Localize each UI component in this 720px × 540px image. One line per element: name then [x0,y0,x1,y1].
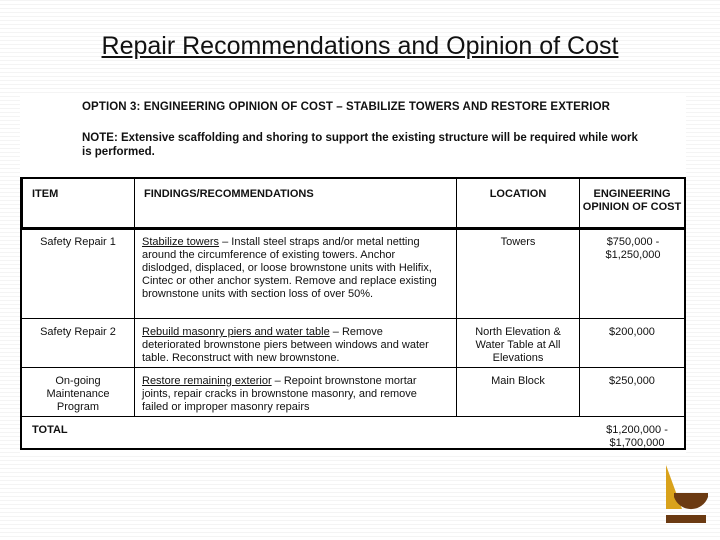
row3-item: On-going Maintenance Program [46,375,110,413]
row3-location: Main Block [491,375,545,387]
row1-findings: Stabilize towers – Install steel straps and/or metal netting around the circumference of existing towers. Anchor dislodged, displaced, or loose brownstone units with Helifix, Cintec or other anchor system. Remove and replace existing brownstone units with section loss of over 50%. [142,236,437,300]
row2-cost: $200,000 [609,326,655,338]
header-item: ITEM [32,188,59,200]
row1-cost: $750,000 - $1,250,000 [605,236,661,261]
row3-findings: Restore remaining exterior – Repoint brownstone mortar joints, repair cracks in brownstone masonry, and remove failed or improper masonry repairs [142,375,417,413]
row2-item: Safety Repair 2 [40,326,116,338]
note [82,131,642,159]
company-logo [660,463,712,527]
header-cost: ENGINEERING OPINION OF COST [582,188,682,213]
cost-table [20,177,686,450]
row1-item: Safety Repair 1 [40,236,116,248]
row2-location: North Elevation & Water Table at All Elevations [475,326,561,364]
slide-title: Repair Recommendations and Opinion of Cost [101,32,619,60]
note-text: Extensive scaffolding and shoring to support the existing structure will be required while work is performed. [82,132,638,158]
row3-cost: $250,000 [609,375,655,387]
document-image [20,95,686,455]
option-heading: OPTION 3: ENGINEERING OPINION OF COST – STABILIZE TOWERS AND RESTORE EXTERIOR [82,101,611,113]
header-findings: FINDINGS/RECOMMENDATIONS [144,188,314,200]
header-location: LOCATION [489,188,547,200]
total-value: $1,200,000 - $1,700,000 [606,424,668,449]
row1-location: Towers [500,236,536,248]
row2-findings: Rebuild masonry piers and water table – Remove deteriorated brownstone piers between windows and water table. Reconstruct with new brownstone. [142,326,429,364]
note-label: NOTE: [82,132,118,144]
logo-base [666,515,706,523]
total-label: TOTAL [32,424,68,436]
